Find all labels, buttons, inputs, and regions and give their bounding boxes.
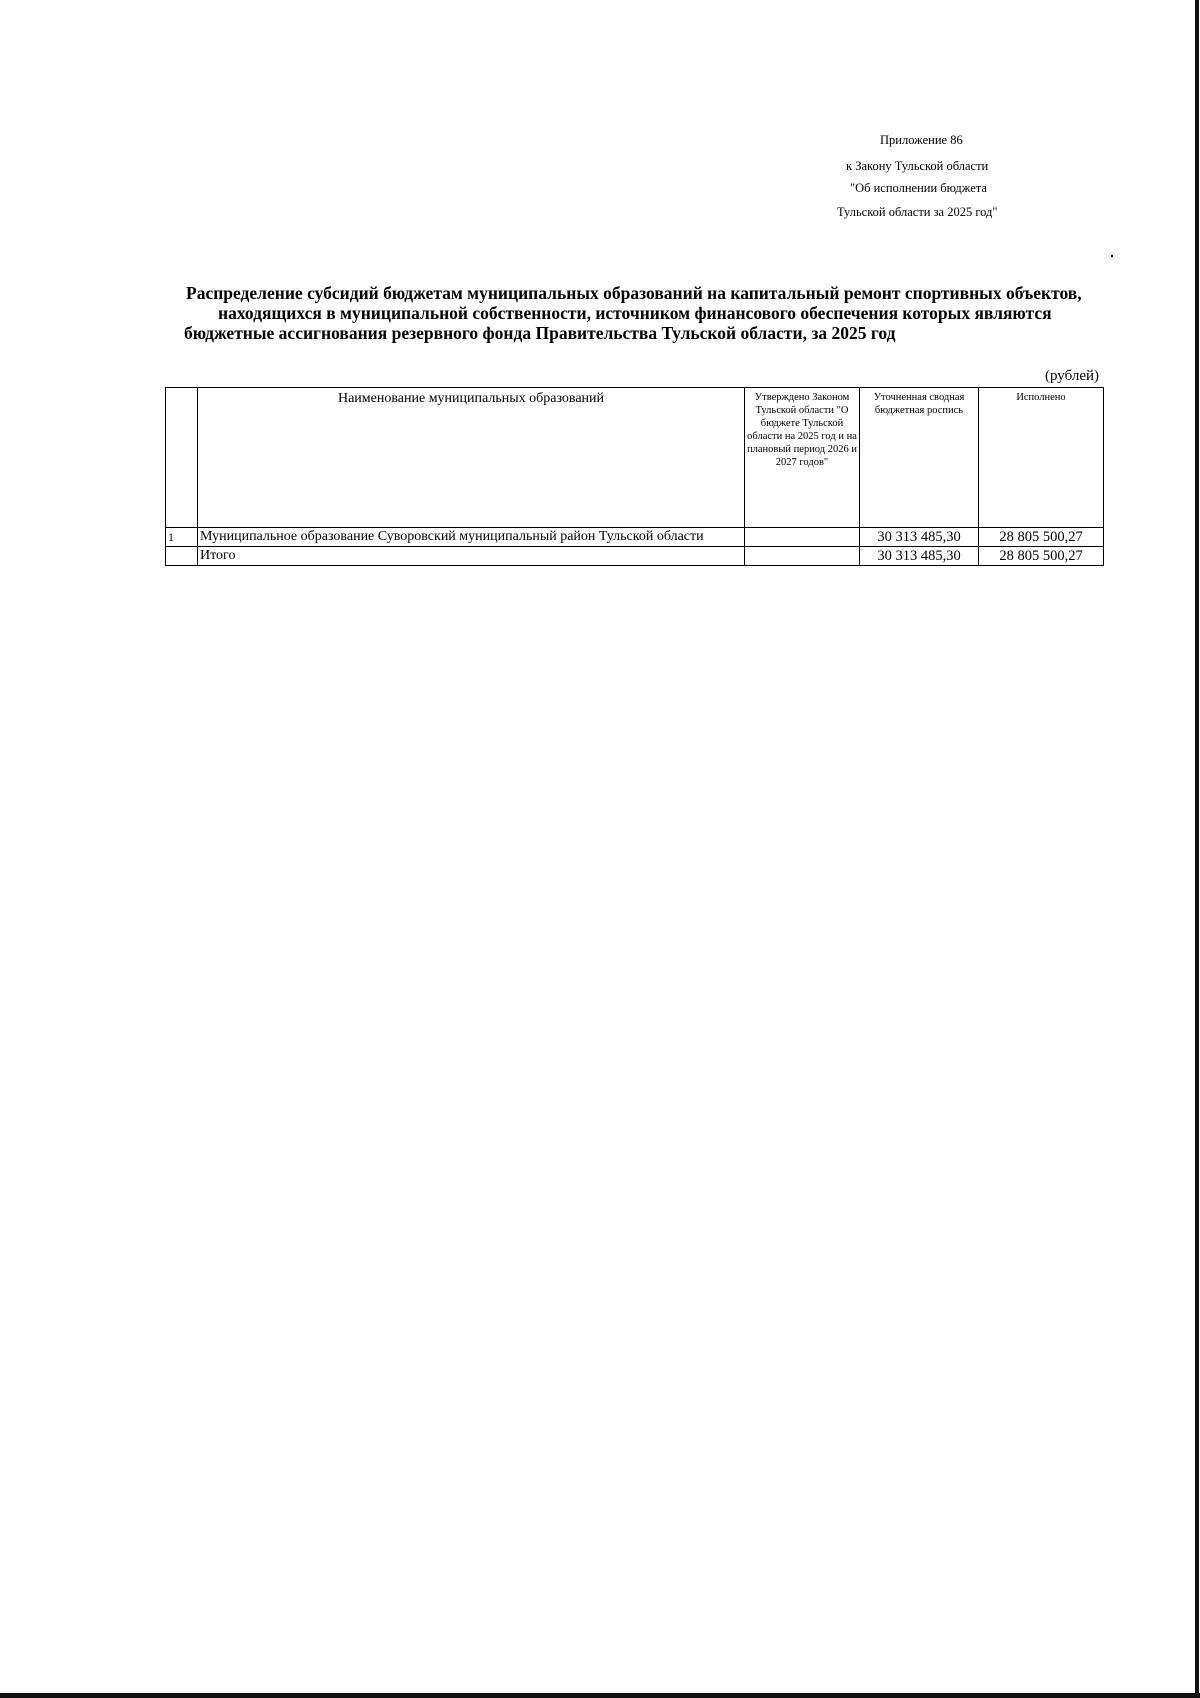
document-title [150, 283, 1080, 343]
total-number-cell [166, 547, 198, 566]
appendix-law-title-line1: "Об исполнении бюджета [850, 181, 987, 195]
table-row [166, 528, 1104, 547]
header-executed: Исполнено [979, 388, 1104, 528]
table-header-row [166, 388, 1104, 528]
total-label: Итого [198, 547, 745, 566]
subsidy-table [165, 387, 1104, 566]
total-row [166, 547, 1104, 566]
appendix-number: Приложение 86 [880, 133, 963, 147]
total-executed: 28 805 500,27 [979, 547, 1104, 566]
total-approved [745, 547, 860, 566]
units-label: (рублей) [1045, 368, 1100, 384]
scan-border-bottom [0, 1693, 1200, 1698]
appendix-law-reference: к Закону Тульской области [846, 159, 989, 173]
total-specified: 30 313 485,30 [860, 547, 979, 566]
header-approved: Утверждено Законом Тульской области "О бюджете Тульской области на 2025 год и на плановый период 2026 и 2027 годов" [745, 388, 860, 528]
header-specified: Уточненная сводная бюджетная роспись [860, 388, 979, 528]
header-number-cell [166, 388, 198, 528]
row-approved [745, 528, 860, 547]
title-line-1: Распределение субсидий бюджетам муниципальных образований на капитальный ремонт спортивных объектов, [186, 283, 1082, 303]
row-specified: 30 313 485,30 [860, 528, 979, 547]
header-name: Наименование муниципальных образований [198, 388, 745, 528]
scan-speck [1111, 255, 1113, 257]
title-line-3: бюджетные ассигнования резервного фонда Правительства Тульской области, за 2025 год [184, 323, 896, 343]
row-name: Муниципальное образование Суворовский муниципальный район Тульской области [198, 528, 745, 547]
row-executed: 28 805 500,27 [979, 528, 1104, 547]
scan-border-right [1195, 0, 1199, 1698]
row-number: 1 [166, 528, 198, 547]
appendix-law-title-line2: Тульской области за 2025 год" [837, 205, 998, 219]
title-line-2: находящихся в муниципальной собственности, источником финансового обеспечения которых являются [218, 303, 1052, 323]
